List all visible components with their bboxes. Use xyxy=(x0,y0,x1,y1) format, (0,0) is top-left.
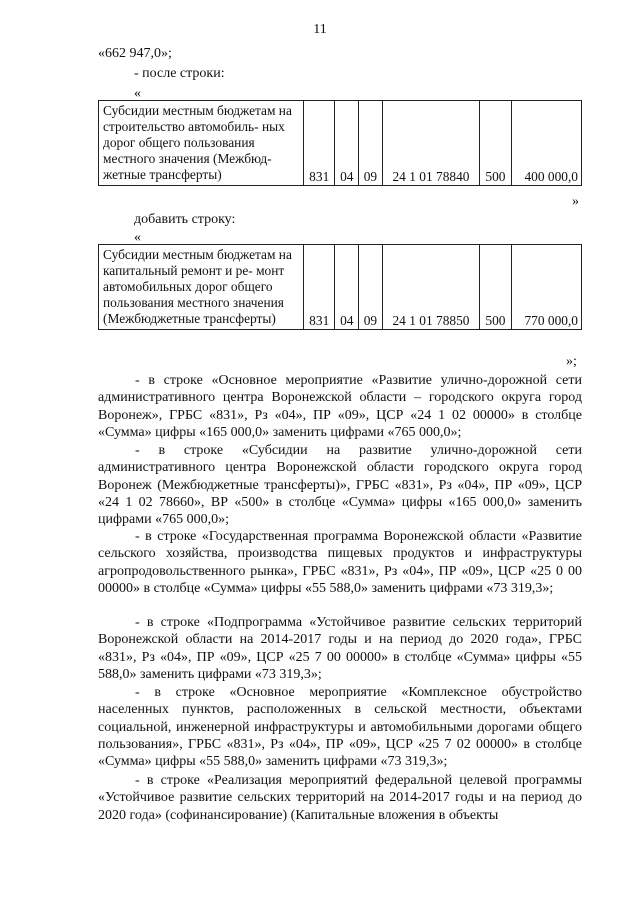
amendment-paragraph: - в строке «Подпрограмма «Устойчивое развитие сельских территорий Воронежской области на 2014-2017 годы и на период до 2020 года», ГРБС «831», Рз «04», ПР «09», ЦСР «25 7 00 00000» в столбце «Сумма» цифры «55 588,0» заменить цифрами «73 319,3»; xyxy=(98,615,582,682)
close-quote: » xyxy=(572,194,579,209)
page-number: 11 xyxy=(313,22,327,37)
budget-table-existing xyxy=(98,100,582,186)
table-row xyxy=(99,101,582,186)
amendment-paragraph: - в строке «Субсидии на развитие улично-дорожной сети административного центра Воронежской области городского округа город Воронеж (Межбюджетные трансферты)», ГРБС «831», Рз «04», ПР «09», ЦСР «24 1 02 78660», ВР «500» в столбце «Сумма» цифры «165 000,0» заменить цифрами «765 000,0»; xyxy=(98,443,582,528)
row-description: Субсидии местным бюджетам на строительство автомобиль- ных дорог общего пользования местного значения (Межбюд- жетные трансферты) xyxy=(99,101,304,186)
grbs-cell: 831 xyxy=(304,101,335,186)
amendment-paragraph: - в строке «Основное мероприятие «Комплексное обустройство населенных пунктов, расположенных в сельской местности, объектами социальной, инженерной инфраструктуры и автомобильными дорогами общего пользования», ГРБС «831», Рз «04», ПР «09», ЦСР «25 7 02 00000» в столбце «Сумма» цифры «55 588,0» заменить цифрами «73 319,3»; xyxy=(98,685,582,770)
after-row-text: - после строки: xyxy=(134,66,225,81)
amendment-paragraph: - в строке «Реализация мероприятий федеральной целевой программы «Устойчивое развитие сельских территорий на 2014-2017 годы и на период до 2020 года» (софинансирование) (Капитальные вложения в объекты xyxy=(98,773,582,823)
rz-cell: 04 xyxy=(335,101,359,186)
amendment-paragraph: - в строке «Основное мероприятие «Развитие улично-дорожной сети административного центра Воронежской области – городского округа город Воронеж», ГРБС «831», Рз «04», ПР «09», ЦСР «24 1 02 00000» в столбце «Сумма» цифры «165 000,0» заменить цифрами «765 000,0»; xyxy=(98,373,582,440)
row-description: Субсидии местным бюджетам на капитальный ремонт и ре- монт автомобильных дорог общего пользования местного значения (Межбюджетные трансферты) xyxy=(99,245,304,330)
csr-cell: 24 1 01 78840 xyxy=(382,101,479,186)
quoted-value: «662 947,0»; xyxy=(98,46,172,61)
csr-cell: 24 1 01 78850 xyxy=(382,245,479,330)
sum-cell: 400 000,0 xyxy=(511,101,581,186)
open-quote: « xyxy=(134,86,141,101)
rz-cell: 04 xyxy=(335,245,359,330)
vr-cell: 500 xyxy=(480,101,511,186)
close-quote: »; xyxy=(566,354,577,369)
vr-cell: 500 xyxy=(480,245,511,330)
pr-cell: 09 xyxy=(359,245,383,330)
add-row-text: добавить строку: xyxy=(134,212,236,227)
table-row xyxy=(99,245,582,330)
budget-table-new xyxy=(98,244,582,330)
amendment-paragraph: - в строке «Государственная программа Воронежской области «Развитие сельского хозяйства, производства пищевых продуктов и инфраструктуры агропродовольственного рынка», ГРБС «831», Рз «04», ПР «09», ЦСР «25 0 00 00000» в столбце «Сумма» цифры «55 588,0» заменить цифрами «73 319,3»; xyxy=(98,529,582,596)
open-quote: « xyxy=(134,230,141,245)
pr-cell: 09 xyxy=(359,101,383,186)
grbs-cell: 831 xyxy=(304,245,335,330)
sum-cell: 770 000,0 xyxy=(511,245,581,330)
